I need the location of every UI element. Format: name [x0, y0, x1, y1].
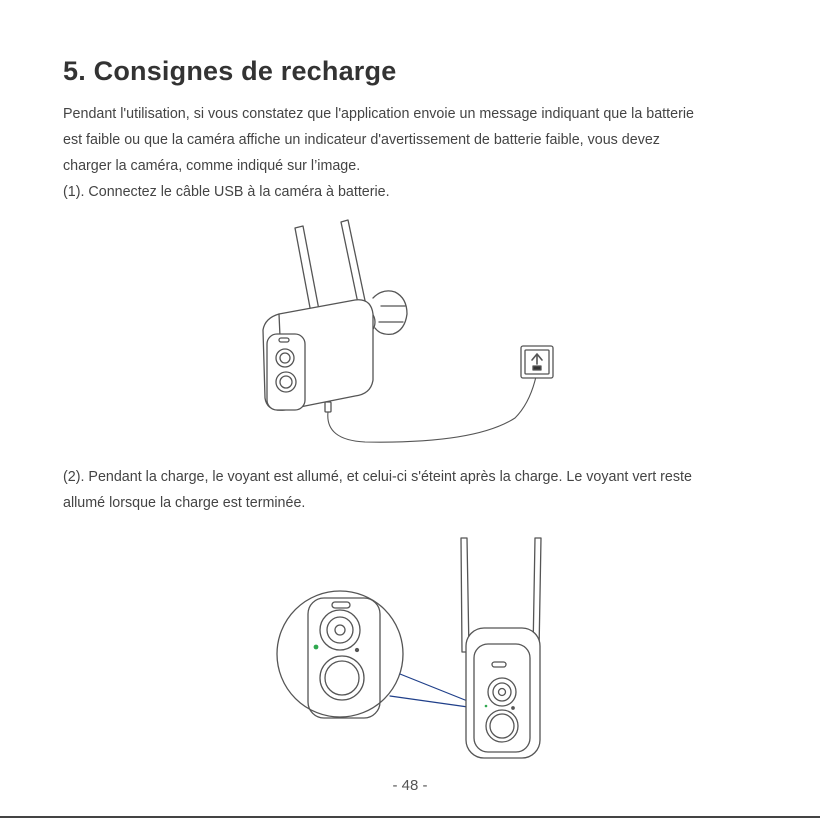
page-number: - 48 - [392, 777, 428, 794]
callout-line-bottom [390, 696, 475, 708]
step2-paragraph [63, 464, 763, 516]
camera-charging-illustration [255, 218, 575, 453]
step1-instruction: (1). Connectez le câble USB à la caméra à batterie. [63, 184, 390, 200]
section-title: 5. Consignes de recharge [63, 56, 397, 86]
antenna-right [341, 220, 367, 313]
intro-line-1: Pendant l'utilisation, si vous constatez que l'application envoie un message indiquant que la batterie [63, 106, 694, 122]
antenna-left-front [461, 538, 469, 652]
usb-plug [325, 402, 331, 412]
step2-line-2: allumé lorsque la charge est terminée. [63, 495, 306, 511]
bottom-divider [0, 816, 820, 818]
intro-line-2: est faible ou que la caméra affiche un indicateur d'avertissement de batterie faible, vous devez [63, 132, 660, 148]
intro-line-3: charger la caméra, comme indiqué sur l’image. [63, 158, 361, 174]
green-indicator-light [314, 645, 319, 650]
front-indicator-light [485, 705, 488, 708]
indicator-zoom-drawing [270, 532, 560, 767]
antenna-left [295, 226, 319, 313]
indicator-light-illustration [270, 532, 560, 772]
intro-paragraph [63, 101, 763, 205]
camera-usb-cable-drawing [255, 218, 575, 448]
step2-line-1: (2). Pendant la charge, le voyant est allumé, et celui-ci s'éteint après la charge. Le voyant vert reste [63, 469, 692, 485]
wall-mount [373, 291, 407, 335]
